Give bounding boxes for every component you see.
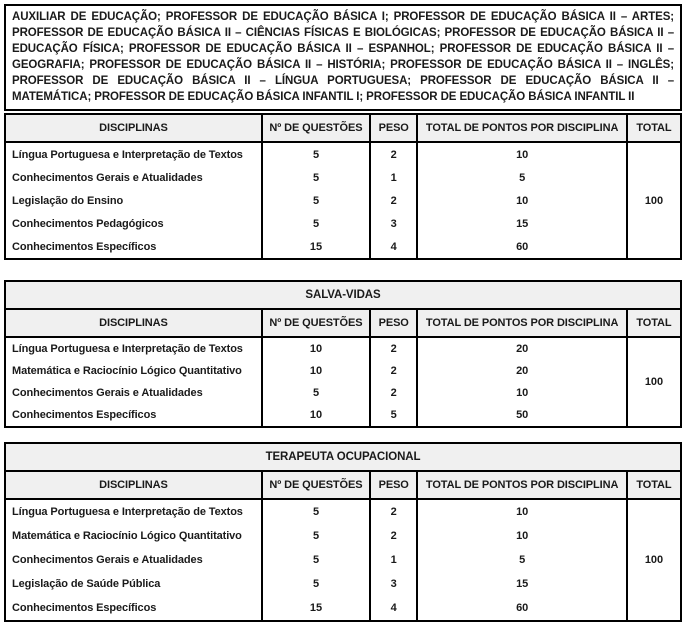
cell-points: 20 bbox=[417, 360, 627, 382]
cell-discipline: Matemática e Raciocínio Lógico Quantitativo bbox=[5, 360, 262, 382]
positions-header: AUXILIAR DE EDUCAÇÃO; PROFESSOR DE EDUCAÇÃO BÁSICA I; PROFESSOR DE EDUCAÇÃO BÁSICA II – ARTES; PROFESSOR DE EDUCAÇÃO BÁSICA II – CIÊNCIAS FÍSICAS E BIOLÓGICAS; PROFESSOR DE EDUCAÇÃO BÁSICA II – EDUCAÇÃO FÍSICA; PROFESSOR DE EDUCAÇÃO BÁSICA II – ESPANHOL; PROFESSOR DE EDUCAÇÃO BÁSICA II – GEOGRAFIA; PROFESSOR DE EDUCAÇÃO BÁSICA II – HISTÓRIA; PROFESSOR DE EDUCAÇÃO BÁSICA II – INGLÊS; PROFESSOR DE EDUCAÇÃO BÁSICA II – LÍNGUA PORTUGUESA; PROFESSOR DE EDUCAÇÃO BÁSICA II – MATEMÁTICA; PROFESSOR DE EDUCAÇÃO BÁSICA INFANTIL I; PROFESSOR DE EDUCAÇÃO BÁSICA INFANTIL II bbox=[4, 4, 682, 111]
column-header-questoes: Nº DE QUESTÕES bbox=[262, 114, 370, 142]
exam-table-educacao bbox=[4, 113, 682, 260]
table-row bbox=[5, 360, 681, 382]
cell-questions: 5 bbox=[262, 166, 370, 189]
table-title-row bbox=[5, 281, 681, 309]
column-header-total: TOTAL bbox=[627, 471, 681, 499]
column-header-pontos: TOTAL DE PONTOS POR DISCIPLINA bbox=[417, 309, 627, 337]
cell-points: 60 bbox=[417, 596, 627, 621]
cell-discipline: Legislação do Ensino bbox=[5, 189, 262, 212]
table-row bbox=[5, 499, 681, 524]
cell-discipline: Conhecimentos Pedagógicos bbox=[5, 212, 262, 235]
cell-points: 20 bbox=[417, 337, 627, 360]
table-row bbox=[5, 404, 681, 427]
table-title: TERAPEUTA OCUPACIONAL bbox=[5, 443, 681, 471]
exam-table-salva-vidas bbox=[4, 280, 682, 428]
column-header-questoes: Nº DE QUESTÕES bbox=[262, 471, 370, 499]
cell-discipline: Matemática e Raciocínio Lógico Quantitativo bbox=[5, 524, 262, 548]
column-header-peso: PESO bbox=[370, 471, 417, 499]
cell-discipline: Língua Portuguesa e Interpretação de Textos bbox=[5, 337, 262, 360]
table-title: SALVA-VIDAS bbox=[5, 281, 681, 309]
cell-weight: 4 bbox=[370, 596, 417, 621]
column-header-pontos: TOTAL DE PONTOS POR DISCIPLINA bbox=[417, 114, 627, 142]
table-row bbox=[5, 235, 681, 259]
cell-weight: 1 bbox=[370, 166, 417, 189]
cell-weight: 4 bbox=[370, 235, 417, 259]
cell-weight: 2 bbox=[370, 337, 417, 360]
cell-weight: 2 bbox=[370, 499, 417, 524]
cell-questions: 5 bbox=[262, 499, 370, 524]
cell-weight: 1 bbox=[370, 548, 417, 572]
cell-discipline: Conhecimentos Gerais e Atualidades bbox=[5, 166, 262, 189]
column-header-total: TOTAL bbox=[627, 114, 681, 142]
cell-weight: 2 bbox=[370, 189, 417, 212]
column-header-disciplinas: DISCIPLINAS bbox=[5, 471, 262, 499]
cell-questions: 5 bbox=[262, 212, 370, 235]
cell-questions: 15 bbox=[262, 235, 370, 259]
cell-points: 10 bbox=[417, 524, 627, 548]
cell-questions: 10 bbox=[262, 337, 370, 360]
column-header-disciplinas: DISCIPLINAS bbox=[5, 114, 262, 142]
cell-discipline: Legislação de Saúde Pública bbox=[5, 572, 262, 596]
table-row bbox=[5, 382, 681, 404]
column-header-questoes: Nº DE QUESTÕES bbox=[262, 309, 370, 337]
cell-discipline: Conhecimentos Gerais e Atualidades bbox=[5, 548, 262, 572]
cell-points: 50 bbox=[417, 404, 627, 427]
table-row bbox=[5, 548, 681, 572]
table-row bbox=[5, 212, 681, 235]
cell-points: 10 bbox=[417, 189, 627, 212]
column-header-peso: PESO bbox=[370, 309, 417, 337]
cell-questions: 10 bbox=[262, 360, 370, 382]
cell-weight: 2 bbox=[370, 382, 417, 404]
column-header-disciplinas: DISCIPLINAS bbox=[5, 309, 262, 337]
table-row bbox=[5, 596, 681, 621]
cell-questions: 5 bbox=[262, 548, 370, 572]
cell-points: 15 bbox=[417, 572, 627, 596]
column-header-peso: PESO bbox=[370, 114, 417, 142]
cell-points: 5 bbox=[417, 548, 627, 572]
cell-total: 100 bbox=[627, 142, 681, 259]
cell-discipline: Conhecimentos Gerais e Atualidades bbox=[5, 382, 262, 404]
column-header-row bbox=[5, 471, 681, 499]
column-header-row bbox=[5, 309, 681, 337]
cell-discipline: Língua Portuguesa e Interpretação de Textos bbox=[5, 142, 262, 166]
column-header-pontos: TOTAL DE PONTOS POR DISCIPLINA bbox=[417, 471, 627, 499]
cell-points: 60 bbox=[417, 235, 627, 259]
table-row bbox=[5, 142, 681, 166]
cell-points: 10 bbox=[417, 382, 627, 404]
cell-discipline: Conhecimentos Específicos bbox=[5, 404, 262, 427]
cell-weight: 2 bbox=[370, 524, 417, 548]
cell-questions: 15 bbox=[262, 596, 370, 621]
cell-questions: 5 bbox=[262, 142, 370, 166]
exam-table-terapeuta-ocupacional bbox=[4, 442, 682, 622]
column-header-total: TOTAL bbox=[627, 309, 681, 337]
cell-discipline: Conhecimentos Específicos bbox=[5, 235, 262, 259]
cell-total: 100 bbox=[627, 499, 681, 621]
table-row bbox=[5, 189, 681, 212]
cell-weight: 3 bbox=[370, 572, 417, 596]
cell-questions: 10 bbox=[262, 404, 370, 427]
cell-points: 15 bbox=[417, 212, 627, 235]
table-row bbox=[5, 572, 681, 596]
cell-questions: 5 bbox=[262, 189, 370, 212]
table-row bbox=[5, 524, 681, 548]
cell-discipline: Conhecimentos Específicos bbox=[5, 596, 262, 621]
cell-weight: 5 bbox=[370, 404, 417, 427]
cell-questions: 5 bbox=[262, 382, 370, 404]
cell-weight: 3 bbox=[370, 212, 417, 235]
cell-questions: 5 bbox=[262, 524, 370, 548]
cell-points: 10 bbox=[417, 142, 627, 166]
table-row bbox=[5, 166, 681, 189]
cell-total: 100 bbox=[627, 337, 681, 427]
cell-weight: 2 bbox=[370, 360, 417, 382]
cell-questions: 5 bbox=[262, 572, 370, 596]
column-header-row bbox=[5, 114, 681, 142]
cell-points: 10 bbox=[417, 499, 627, 524]
cell-points: 5 bbox=[417, 166, 627, 189]
cell-weight: 2 bbox=[370, 142, 417, 166]
table-title-row bbox=[5, 443, 681, 471]
cell-discipline: Língua Portuguesa e Interpretação de Textos bbox=[5, 499, 262, 524]
table-row bbox=[5, 337, 681, 360]
